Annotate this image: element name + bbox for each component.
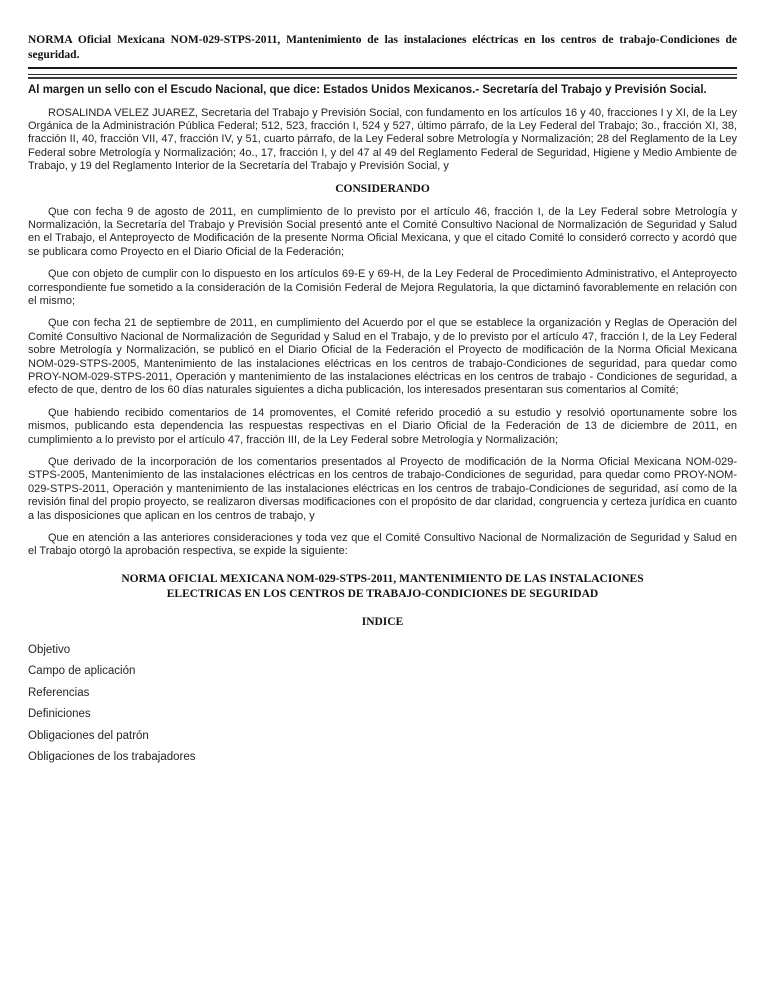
- separator-double-rule: [28, 74, 737, 79]
- considerando-heading: CONSIDERANDO: [335, 182, 430, 195]
- considerando-paragraph-1: Que con fecha 9 de agosto de 2011, en cumplimiento de lo previsto por el artículo 46, fracción I, de la Ley Federal sobre Metrología y Normalización, la Secretaría del Trabajo y Previsión Social presentó ante el Comité Consultivo Nacional de Normalización de Seguridad y Salud en el Trabajo, el Anteproyecto de Modificación de la presente Norma Oficial Mexicana, y que el citado Comité lo consideró correcto y acordó que se publicara como Proyecto en el Diario Oficial de la Federación;: [28, 205, 737, 258]
- indice-item-referencias: Referencias: [28, 686, 90, 699]
- indice-item-definiciones: Definiciones: [28, 708, 91, 721]
- indice-item-objetivo: Objetivo: [28, 643, 71, 656]
- considerando-paragraph-3: Que con fecha 21 de septiembre de 2011, en cumplimiento del Acuerdo por el que se establece la organización y Reglas de Operación del Comité Consultivo Nacional de Normalización de Seguridad y Salud en el Trabajo, y de lo previsto por el artículo 47, fracción I, de la Ley Federal sobre Metrología y Normalización, se publicó en el Diario Oficial de la Federación el Proyecto de modificación de la Norma Oficial Mexicana NOM-029-STPS-2005, Mantenimiento de las instalaciones eléctricas en los centros de trabajo-Condiciones de seguridad, para quedar como PROY-NOM-029-STPS-2011, Operación y mantenimiento de las instalaciones eléctricas en los centros de trabajo - Condiciones de seguridad, a efecto de que, dentro de los 60 días naturales siguientes a dicha publicación, los interesados presentaran sus comentarios al Comité;: [28, 317, 737, 397]
- considerando-paragraph-2: Que con objeto de cumplir con lo dispuesto en los artículos 69-E y 69-H, de la Ley Federal de Procedimiento Administrativo, el Anteproyecto correspondiente fue sometido a la consideración de la Comisión Federal de Mejora Regulatoria, la que dictaminó favorablemente en relación con el mismo;: [28, 268, 737, 307]
- document-title: NORMA Oficial Mexicana NOM-029-STPS-2011, Mantenimiento de las instalaciones eléctricas en los centros de trabajo-Condiciones de seguridad.: [28, 34, 737, 61]
- norm-title: NORMA OFICIAL MEXICANA NOM-029-STPS-2011, MANTENIMIENTO DE LAS INSTALACIONES ELECTRICAS EN LOS CENTROS DE TRABAJO-CONDICIONES DE SEGURIDAD: [121, 572, 644, 600]
- preamble-paragraph: ROSALINDA VELEZ JUAREZ, Secretaria del Trabajo y Previsión Social, con fundamento en los artículos 16 y 40, fracciones I y XI, de la Ley Orgánica de la Administración Pública Federal; 512, 523, fracción I, 524 y 527, último párrafo, de la Ley Federal del Trabajo; 3o., fracción XI, 38, fracción II, 40, fracción VII, 47, fracción IV, y 51, cuarto párrafo, de la Ley Federal sobre Metrología y Normalización; 28 del Reglamento de la Ley Federal sobre Metrología y Normalización; 4o., 17, fracción I, y del 47 al 49 del Reglamento Federal de Seguridad, Higiene y Medio Ambiente de Trabajo, y 19 del Reglamento Interior de la Secretaría del Trabajo y Previsión Social, y: [28, 106, 737, 173]
- indice-heading: INDICE: [361, 615, 404, 628]
- indice-item-obligaciones-del-patron: Obligaciones del patrón: [28, 729, 149, 742]
- considerando-paragraph-6: Que en atención a las anteriores consideraciones y toda vez que el Comité Consultivo Nacional de Normalización de Seguridad y Salud en el Trabajo otorgó la aprobación respectiva, se expide la siguiente:: [28, 532, 737, 558]
- indice-item-obligaciones-de-los-trabajadores: Obligaciones de los trabajadores: [28, 751, 196, 764]
- indice-item-campo-de-aplicacion: Campo de aplicación: [28, 665, 136, 678]
- considerando-paragraph-5: Que derivado de la incorporación de los comentarios presentados al Proyecto de modificación de la Norma Oficial Mexicana NOM-029-STPS-2005, Mantenimiento de las instalaciones eléctricas en los centros de trabajo-Condiciones de seguridad, para quedar como PROY-NOM-029-STPS-2011, Operación y mantenimiento de las instalaciones eléctricas en los centros de trabajo-Condiciones de seguridad, así como de la revisión final del propio proyecto, se realizaron diversas modificaciones con el propósito de dar claridad, congruencia y certeza jurídica en cuanto a las disposiciones que aplican en los centros de trabajo, y: [28, 456, 737, 522]
- margin-seal-note: Al margen un sello con el Escudo Nacional, que dice: Estados Unidos Mexicanos.- Secretaría del Trabajo y Previsión Social.: [28, 84, 707, 96]
- indice-list: [28, 644, 737, 765]
- considerando-paragraph-4: Que habiendo recibido comentarios de 14 promoventes, el Comité referido procedió a su estudio y resolvió oportunamente sobre los mismos, publicando esta dependencia las respuestas respectivas en el Diario Oficial de la Federación de 13 de diciembre de 2011, en cumplimiento a lo previsto por el artículo 47, fracción III, de la Ley Federal sobre Metrología y Normalización;: [28, 406, 737, 446]
- top-rule: [28, 67, 737, 69]
